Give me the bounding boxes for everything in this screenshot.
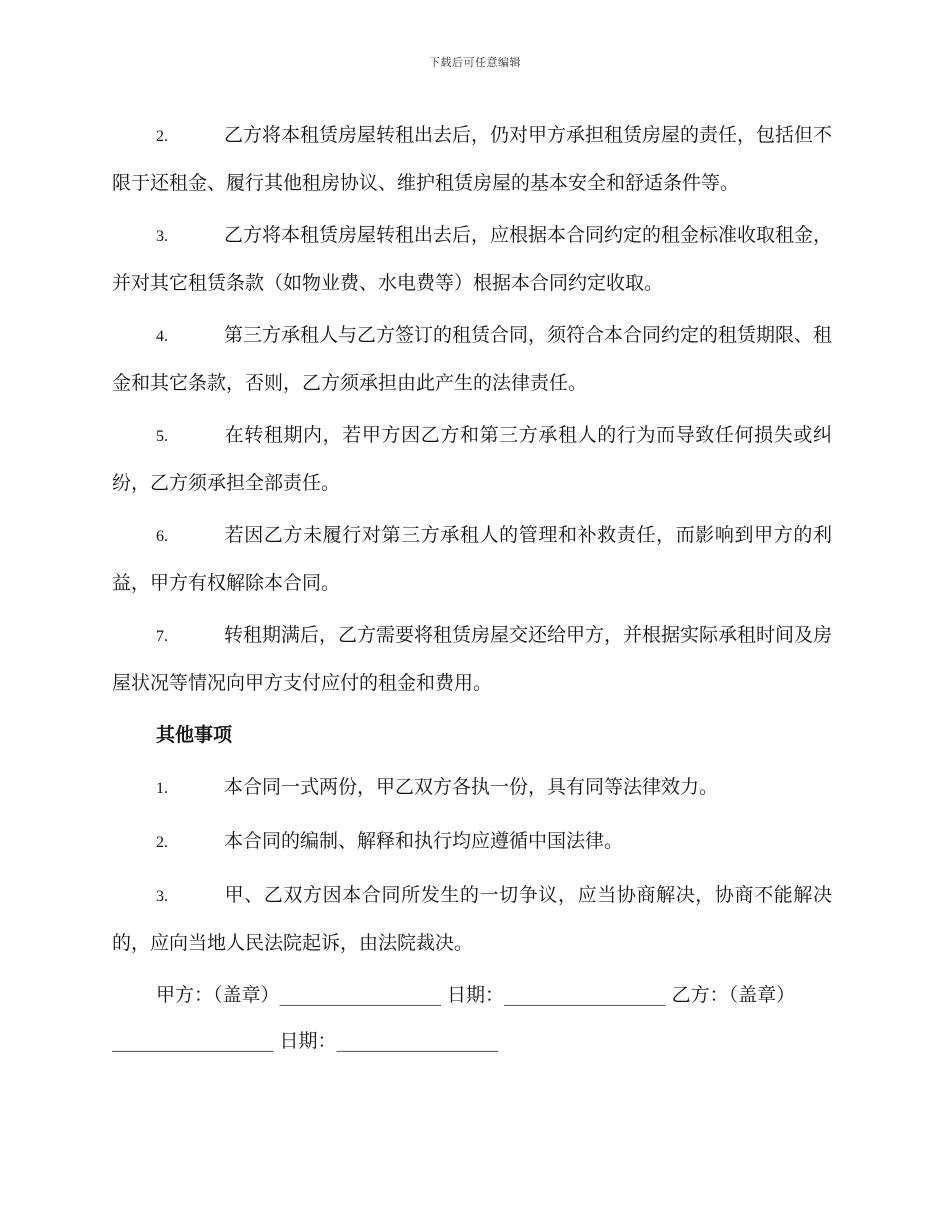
- other-item-2: [112, 818, 832, 866]
- clause-text: 第三方承租人与乙方签订的租赁合同，须符合本合同约定的租赁期限、租金和其它条款，否则，乙方须承担由此产生的法律责任。: [112, 324, 833, 394]
- clause-number: 7.: [156, 628, 168, 645]
- clause-number: 6.: [156, 528, 168, 545]
- other-item-1: [112, 764, 832, 812]
- clause-number: 2.: [156, 128, 168, 145]
- clause-number: 5.: [156, 428, 168, 445]
- signature-line: 甲方：（盖章）_________________ 日期：_________________ 乙方：（盖章）_________________ 日期：_________________: [112, 984, 796, 1052]
- item-text: 本合同的编制、解释和执行均应遵循中国法律。: [224, 830, 624, 852]
- clause-text: 乙方将本租赁房屋转租出去后，仍对甲方承担租赁房屋的责任，包括但不限于还租金、履行其他租房协议、维护租赁房屋的基本安全和舒适条件等。: [112, 124, 833, 194]
- item-number: 3.: [156, 888, 168, 905]
- clause-6: [112, 512, 832, 606]
- section-title-other-matters: 其他事项: [156, 724, 233, 746]
- item-number: 1.: [156, 780, 168, 797]
- clause-text: 若因乙方未履行对第三方承租人的管理和补救责任，而影响到甲方的利益，甲方有权解除本合同。: [112, 524, 832, 594]
- clause-7: [112, 612, 832, 706]
- clause-5: [112, 412, 832, 506]
- item-number: 2.: [156, 834, 168, 851]
- clause-text: 乙方将本租赁房屋转租出去后，应根据本合同约定的租金标准收取租金，并对其它租赁条款（如物业费、水电费等）根据本合同约定收取。: [112, 224, 833, 294]
- clause-2: [112, 112, 832, 206]
- clause-text: 转租期满后，乙方需要将租赁房屋交还给甲方，并根据实际承租时间及房屋状况等情况向甲方支付应付的租金和费用。: [112, 624, 833, 694]
- item-text: 甲、乙双方因本合同所发生的一切争议，应当协商解决，协商不能解决的，应向当地人民法院起诉，由法院裁决。: [112, 884, 832, 954]
- clause-4: [112, 312, 832, 406]
- clause-text: 在转租期内，若甲方因乙方和第三方承租人的行为而导致任何损失或纠纷，乙方须承担全部责任。: [112, 424, 832, 494]
- clause-number: 4.: [156, 328, 168, 345]
- document-body: [112, 112, 832, 1064]
- item-text: 本合同一式两份，甲乙双方各执一份，具有同等法律效力。: [224, 776, 719, 798]
- clause-3: [112, 212, 832, 306]
- clause-number: 3.: [156, 228, 168, 245]
- other-item-3: [112, 872, 832, 966]
- page-header: 下载后可任意编辑: [429, 56, 521, 69]
